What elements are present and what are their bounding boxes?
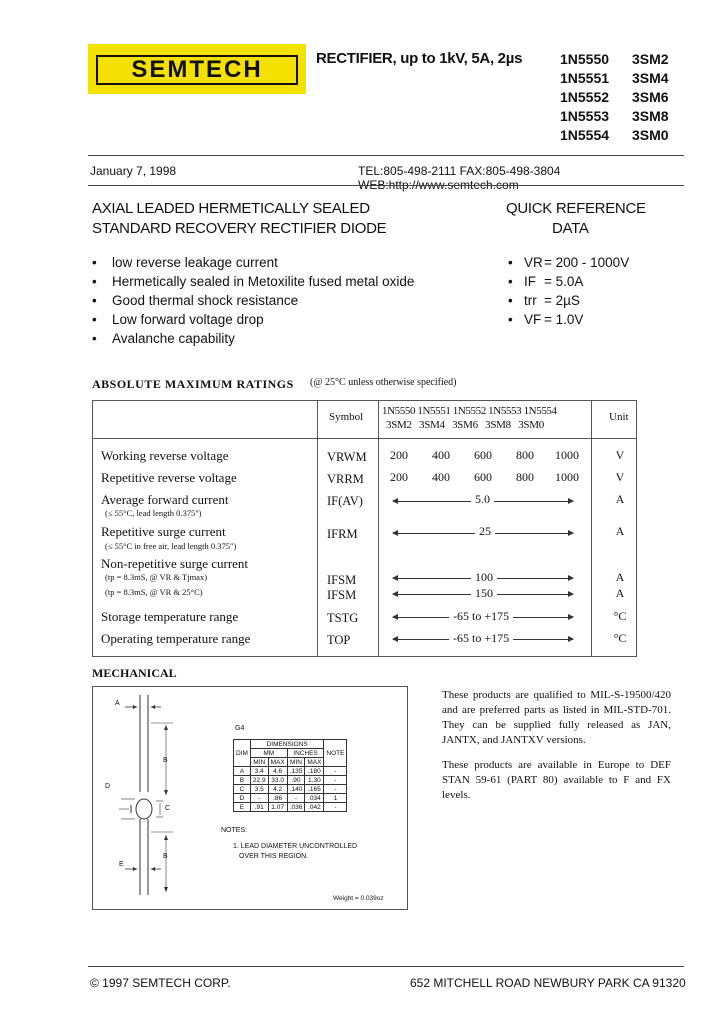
- document-title: RECTIFIER, up to 1kV, 5A, 2µs: [316, 50, 523, 67]
- part-jedec-4: 1N5553: [560, 108, 610, 124]
- dim-cell: .034: [305, 794, 324, 803]
- semtech-logo: [88, 44, 306, 94]
- rating-value: 400: [432, 448, 450, 462]
- parameter-symbol: TOP: [327, 633, 351, 647]
- note-column-header: NOTE: [324, 740, 347, 767]
- alt-part-column-header: 3SM2 3SM4 3SM6 3SM8 3SM0: [386, 419, 544, 431]
- feature-list: [92, 253, 414, 348]
- dim-cell: .042: [305, 803, 324, 812]
- rating-value: 1000: [555, 448, 579, 462]
- rating-unit: °C: [613, 609, 627, 623]
- quick-ref-value: = 1.0V: [544, 312, 584, 327]
- part-jedec-5: 1N5554: [560, 127, 610, 143]
- symbol-column-header: Symbol: [329, 411, 364, 423]
- quick-ref-value: = 5.0A: [544, 274, 584, 289]
- table-column-divider: [378, 401, 379, 656]
- rating-value: 200: [390, 470, 408, 484]
- table-row: [234, 776, 347, 785]
- quick-ref-symbol: • VR: [508, 253, 544, 272]
- dim-cell: 1: [324, 794, 347, 803]
- dim-cell: -: [324, 767, 347, 776]
- dim-cell: B: [234, 776, 251, 785]
- quick-reference-subtitle: DATA: [552, 220, 589, 237]
- note-1-line-1: 1. LEAD DIAMETER UNCONTROLLED: [233, 843, 358, 850]
- package-weight: Weight = 0.039oz: [333, 895, 384, 902]
- parameter-name: Storage temperature range: [101, 609, 239, 624]
- parameter-condition: (≤ 55°C, lead length 0.375"): [105, 508, 202, 518]
- qualification-text: [442, 688, 671, 813]
- dim-label-c: C: [165, 805, 171, 812]
- quick-ref-symbol: • trr: [508, 291, 544, 310]
- table-row: [234, 803, 347, 812]
- feature-item: • Good thermal shock resistance: [92, 291, 414, 310]
- dim-cell: C: [234, 785, 251, 794]
- description-line-1: AXIAL LEADED HERMETICALLY SEALED: [92, 200, 370, 217]
- feature-item: • Hermetically sealed in Metoxilite fused metal oxide: [92, 272, 414, 291]
- unit-column-header: Unit: [609, 411, 629, 423]
- dim-cell: .90: [287, 776, 305, 785]
- parameter-name: Repetitive surge current: [101, 524, 226, 539]
- rating-value: 200: [390, 448, 408, 462]
- rating-unit: A: [615, 570, 625, 584]
- ratings-title: ABSOLUTE MAXIMUM RATINGS: [92, 377, 294, 391]
- parameter-name: Working reverse voltage: [101, 448, 229, 463]
- document-date: January 7, 1998: [90, 164, 177, 178]
- rating-span-value: 5.0: [471, 492, 494, 507]
- feature-item: • low reverse leakage current: [92, 253, 414, 272]
- quick-ref-item: [508, 253, 629, 272]
- parameter-symbol: TSTG: [327, 611, 359, 625]
- parameter-condition: (tp = 8.3mS, @ VR & 25°C): [105, 587, 203, 597]
- rating-unit: V: [615, 470, 625, 484]
- dim-cell: .135: [287, 767, 305, 776]
- quick-ref-symbol: • VF: [508, 310, 544, 329]
- rating-value: 600: [474, 448, 492, 462]
- dim-column-header: DIM: [234, 740, 251, 767]
- dim-cell: .036: [287, 803, 305, 812]
- part-alt-5: 3SM0: [632, 127, 669, 143]
- max-header: MAX: [268, 758, 287, 767]
- rating-span-value: 100: [471, 570, 497, 585]
- copyright: © 1997 SEMTECH CORP.: [90, 976, 231, 990]
- dim-label-b-lower: B: [163, 853, 168, 860]
- rating-value: 400: [432, 470, 450, 484]
- table-column-divider: [591, 401, 592, 656]
- contact-info: TEL:805-498-2111 FAX:805-498-3804 WEB:http://www.semtech.com: [358, 164, 561, 192]
- dim-cell: .180: [305, 767, 324, 776]
- table-column-divider: [317, 401, 318, 656]
- parameter-name: Average forward current: [101, 492, 229, 507]
- dim-cell: -: [287, 794, 305, 803]
- dim-cell: A: [234, 767, 251, 776]
- dim-cell: -: [324, 803, 347, 812]
- quick-ref-value: = 200 - 1000V: [544, 255, 630, 270]
- parameter-symbol: IFSM: [327, 588, 357, 602]
- contact-divider: [88, 185, 684, 186]
- dim-cell: -: [324, 776, 347, 785]
- quick-reference-list: [508, 253, 629, 329]
- parameter-name: Operating temperature range: [101, 631, 251, 646]
- part-jedec-3: 1N5552: [560, 89, 610, 105]
- part-number-list: [560, 50, 609, 145]
- header-divider: [88, 155, 684, 156]
- dim-cell: .165: [305, 785, 324, 794]
- parameter-symbol: VRWM: [327, 450, 367, 464]
- dim-label-b: B: [163, 757, 168, 764]
- part-alt-2: 3SM4: [632, 70, 669, 86]
- min-header: MIN: [250, 758, 268, 767]
- ratings-table: [92, 400, 637, 657]
- parameter-symbol: IFSM: [327, 573, 357, 587]
- part-alt-1: 3SM2: [632, 51, 669, 67]
- dim-cell: 4.2: [268, 785, 287, 794]
- feature-item: • Avalanche capability: [92, 329, 414, 348]
- quick-ref-item: [508, 310, 629, 329]
- notes-title: NOTES:: [221, 827, 248, 834]
- dim-label-d: D: [105, 783, 111, 790]
- min-header: MIN: [287, 758, 305, 767]
- quick-ref-value: = 2µS: [544, 293, 580, 308]
- rating-span-value: 150: [471, 586, 497, 601]
- dim-label-a: A: [115, 700, 120, 707]
- dim-cell: D: [234, 794, 251, 803]
- rating-value: 600: [474, 470, 492, 484]
- dim-cell: .86: [268, 794, 287, 803]
- part-jedec-2: 1N5551: [560, 70, 610, 86]
- mechanical-title: MECHANICAL: [92, 666, 177, 680]
- inches-header: INCHES: [287, 749, 324, 758]
- part-alt-4: 3SM8: [632, 108, 669, 124]
- company-address: 652 MITCHELL ROAD NEWBURY PARK CA 91320: [410, 976, 686, 990]
- rating-unit: V: [615, 448, 625, 462]
- rating-value: 1000: [555, 470, 579, 484]
- max-header: MAX: [305, 758, 324, 767]
- rating-unit: A: [615, 586, 625, 600]
- dim-cell: -: [250, 794, 268, 803]
- rating-value: 800: [516, 470, 534, 484]
- parameter-symbol: VRRM: [327, 472, 364, 486]
- dim-cell: .140: [287, 785, 305, 794]
- parameter-symbol: IF(AV): [327, 494, 363, 508]
- dim-cell: 3.4: [250, 767, 268, 776]
- description-line-2: STANDARD RECOVERY RECTIFIER DIODE: [92, 220, 387, 237]
- qualification-paragraph: These products are qualified to MIL-S-19500/420 and are preferred parts as listed in MIL-STD-701. They can be supplied fully released as JAN, JANTX, and JANTXV versions.: [442, 689, 671, 746]
- dim-cell: 22.9: [250, 776, 268, 785]
- availability-paragraph: These products are available in Europe to DEF STAN 59-61 (PART 80) available to F and FX levels.: [442, 759, 671, 801]
- rating-span-value: -65 to +175: [449, 609, 513, 624]
- quick-reference-title: QUICK REFERENCE: [506, 200, 646, 217]
- rating-unit: A: [615, 492, 625, 506]
- dimensions-header: DIMENSIONS: [250, 740, 324, 749]
- dim-cell: 3.5: [250, 785, 268, 794]
- ratings-note: (@ 25°C unless otherwise specified): [310, 377, 457, 388]
- footer-divider: [88, 966, 684, 967]
- dim-cell: 4.6: [268, 767, 287, 776]
- quick-ref-item: [508, 272, 629, 291]
- rating-span-value: -65 to +175: [449, 631, 513, 646]
- parameter-symbol: IFRM: [327, 527, 358, 541]
- parameter-name: Non-repetitive surge current: [101, 556, 249, 571]
- table-row: [234, 794, 347, 803]
- parameter-name: Repetitive reverse voltage: [101, 470, 237, 485]
- feature-item: • Low forward voltage drop: [92, 310, 414, 329]
- dim-cell: -: [324, 785, 347, 794]
- parameter-condition: (tp = 8.3mS, @ VR & Tjmax): [105, 572, 208, 582]
- dim-cell: 1.30: [305, 776, 324, 785]
- quick-ref-item: [508, 291, 629, 310]
- rating-unit: A: [615, 524, 625, 538]
- dimensions-table: [233, 739, 347, 812]
- mm-header: MM: [250, 749, 287, 758]
- table-header-divider: [93, 438, 636, 439]
- quick-ref-symbol: • IF: [508, 272, 544, 291]
- logo-text: SEMTECH: [96, 55, 298, 85]
- rating-unit: °C: [613, 631, 627, 645]
- note-1-line-2: OVER THIS REGION.: [239, 853, 309, 860]
- dim-cell: E: [234, 803, 251, 812]
- dim-cell: 1.07: [268, 803, 287, 812]
- table-row: [234, 785, 347, 794]
- dim-cell: .91: [250, 803, 268, 812]
- parameter-condition: (≤ 55°C in free air, lead length 0.375"): [105, 541, 237, 551]
- mechanical-drawing: [92, 686, 408, 910]
- part-alt-3: 3SM6: [632, 89, 669, 105]
- part-column-header: 1N5550 1N5551 1N5552 1N5553 1N5554: [382, 405, 557, 417]
- rating-value: 800: [516, 448, 534, 462]
- dim-label-e: E: [119, 861, 124, 868]
- part-alt-list: [632, 50, 669, 145]
- dim-cell: 33.0: [268, 776, 287, 785]
- package-name: G4: [235, 725, 245, 732]
- table-row: [234, 767, 347, 776]
- rating-span-value: 25: [475, 524, 495, 539]
- part-jedec-1: 1N5550: [560, 51, 610, 67]
